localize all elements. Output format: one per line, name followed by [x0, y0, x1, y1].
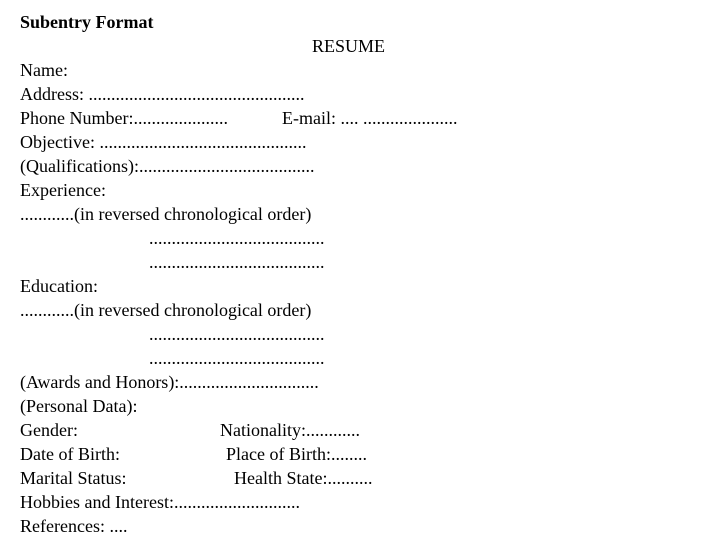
subentry-format-heading: Subentry Format — [20, 12, 154, 32]
marital-status-line: Marital Status: — [20, 468, 127, 488]
place-of-birth-line: Place of Birth:........ — [226, 444, 367, 464]
resume-title: RESUME — [312, 36, 386, 56]
qualifications-line: (Qualifications):....................................... — [20, 156, 315, 176]
email-line: E-mail: .... ..................... — [282, 108, 458, 128]
gender-line: Gender: — [20, 420, 78, 440]
health-state-line: Health State:.......... — [234, 468, 373, 488]
name-line: Name: — [20, 60, 68, 80]
objective-line: Objective: .............................................. — [20, 132, 307, 152]
phone-number-line: Phone Number:..................... — [20, 108, 228, 128]
address-line: Address: ................................................ — [20, 84, 305, 104]
experience-label: Experience: — [20, 180, 106, 200]
education-detail-line: ....................................... — [149, 324, 325, 344]
hobbies-line: Hobbies and Interest:............................ — [20, 492, 300, 512]
experience-detail-line: ....................................... — [149, 252, 325, 272]
experience-entry: ............(in reversed chronological order) — [20, 204, 312, 224]
nationality-line: Nationality:............ — [220, 420, 360, 440]
experience-detail-line: ....................................... — [149, 228, 325, 248]
personal-data-label: (Personal Data): — [20, 396, 138, 416]
awards-line: (Awards and Honors):............................... — [20, 372, 319, 392]
education-entry: ............(in reversed chronological order) — [20, 300, 312, 320]
education-detail-line: ....................................... — [149, 348, 325, 368]
education-label: Education: — [20, 276, 98, 296]
date-of-birth-line: Date of Birth: — [20, 444, 120, 464]
references-line: References: .... — [20, 516, 128, 536]
